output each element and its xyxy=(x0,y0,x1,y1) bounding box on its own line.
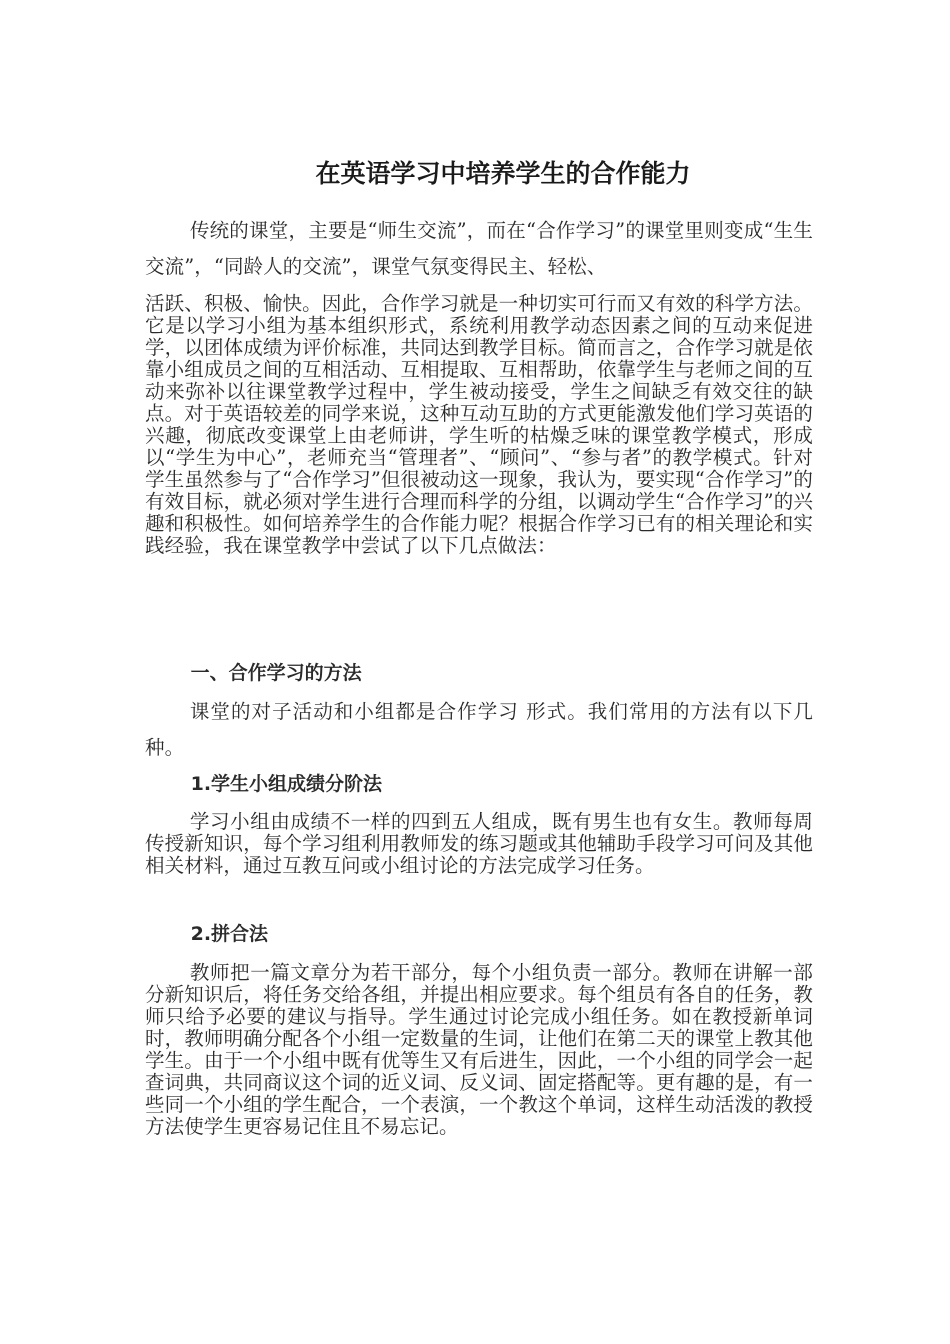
document-page xyxy=(145,0,813,1344)
intro-paragraph-body: 活跃、积极、愉快。因此，合作学习就是一种切实可行而又有效的科学方法。它是以学习小组为基本组织形式，系统利用教学动态因素之间的互动来促进学，以团体成绩为评价标准，共同达到教学目标。简而言之，合作学习就是依靠小组成员之间的互相活动、互相提取、互相帮助，依靠学生与老师之间的互动来弥补以往课堂教学过程中，学生被动接受，学生之间缺乏有效交往的缺点。对于英语较差的同学来说，这种互动互助的方式更能激发他们学习英语的兴趣，彻底改变课堂上由老师讲，学生听的枯燥乏味的课堂教学模式，形成以“学生为中心”，老师充当“管理者”、“顾问”、“参与者”的教学模式。针对学生虽然参与了“合作学习”但很被动这一现象，我认为，要实现“合作学习”的有效目标，就必须对学生进行合理而科学的分组，以调动学生“合作学习”的兴趣和积极性。如何培养学生的合作能力呢？根据合作学习已有的相关理论和实践经验，我在课堂教学中尝试了以下几点做法： xyxy=(145,292,813,557)
section-heading-methods: 一、合作学习的方法 xyxy=(190,662,362,684)
document-title: 在英语学习中培养学生的合作能力 xyxy=(315,159,691,188)
method-heading-2: 2.拼合法 xyxy=(190,923,269,945)
method-paragraph-2: 教师把一篇文章分为若干部分，每个小组负责一部分。教师在讲解一部分新知识后，将任务交给各组，并提出相应要求。每个组员有各自的任务，教师只给予必要的建议与指导。学生通过讨论完成小组任务。如在教授新单词时，教师明确分配各个小组一定数量的生词，让他们在第二天的课堂上教其他学生。由于一个小组中既有优等生又有后进生，因此，一个小组的同学会一起查词典，共同商议这个词的近义词、反义词、固定搭配等。更有趣的是，有一些同一个小组的学生配合，一个表演，一个教这个单词，这样生动活泼的教授方法使学生更容易记住且不易忘记。 xyxy=(145,961,813,1138)
intro-paragraph-lead: 传统的课堂，主要是“师生交流”，而在“合作学习”的课堂里则变成“生生交流”，“同龄人的交流”，课堂气氛变得民主、轻松、 xyxy=(145,219,813,278)
method-paragraph-1: 学习小组由成绩不一样的四到五人组成，既有男生也有女生。教师每周传授新知识，每个学习组利用教师发的练习题或其他辅助手段学习可问及其他相关材料，通过互教互问或小组讨论的方法完成学习任务。 xyxy=(145,810,813,877)
method-heading-1: 1.学生小组成绩分阶法 xyxy=(190,773,383,795)
section-intro-paragraph: 课堂的对子活动和小组都是合作学习 形式。我们常用的方法有以下几种。 xyxy=(145,700,813,759)
